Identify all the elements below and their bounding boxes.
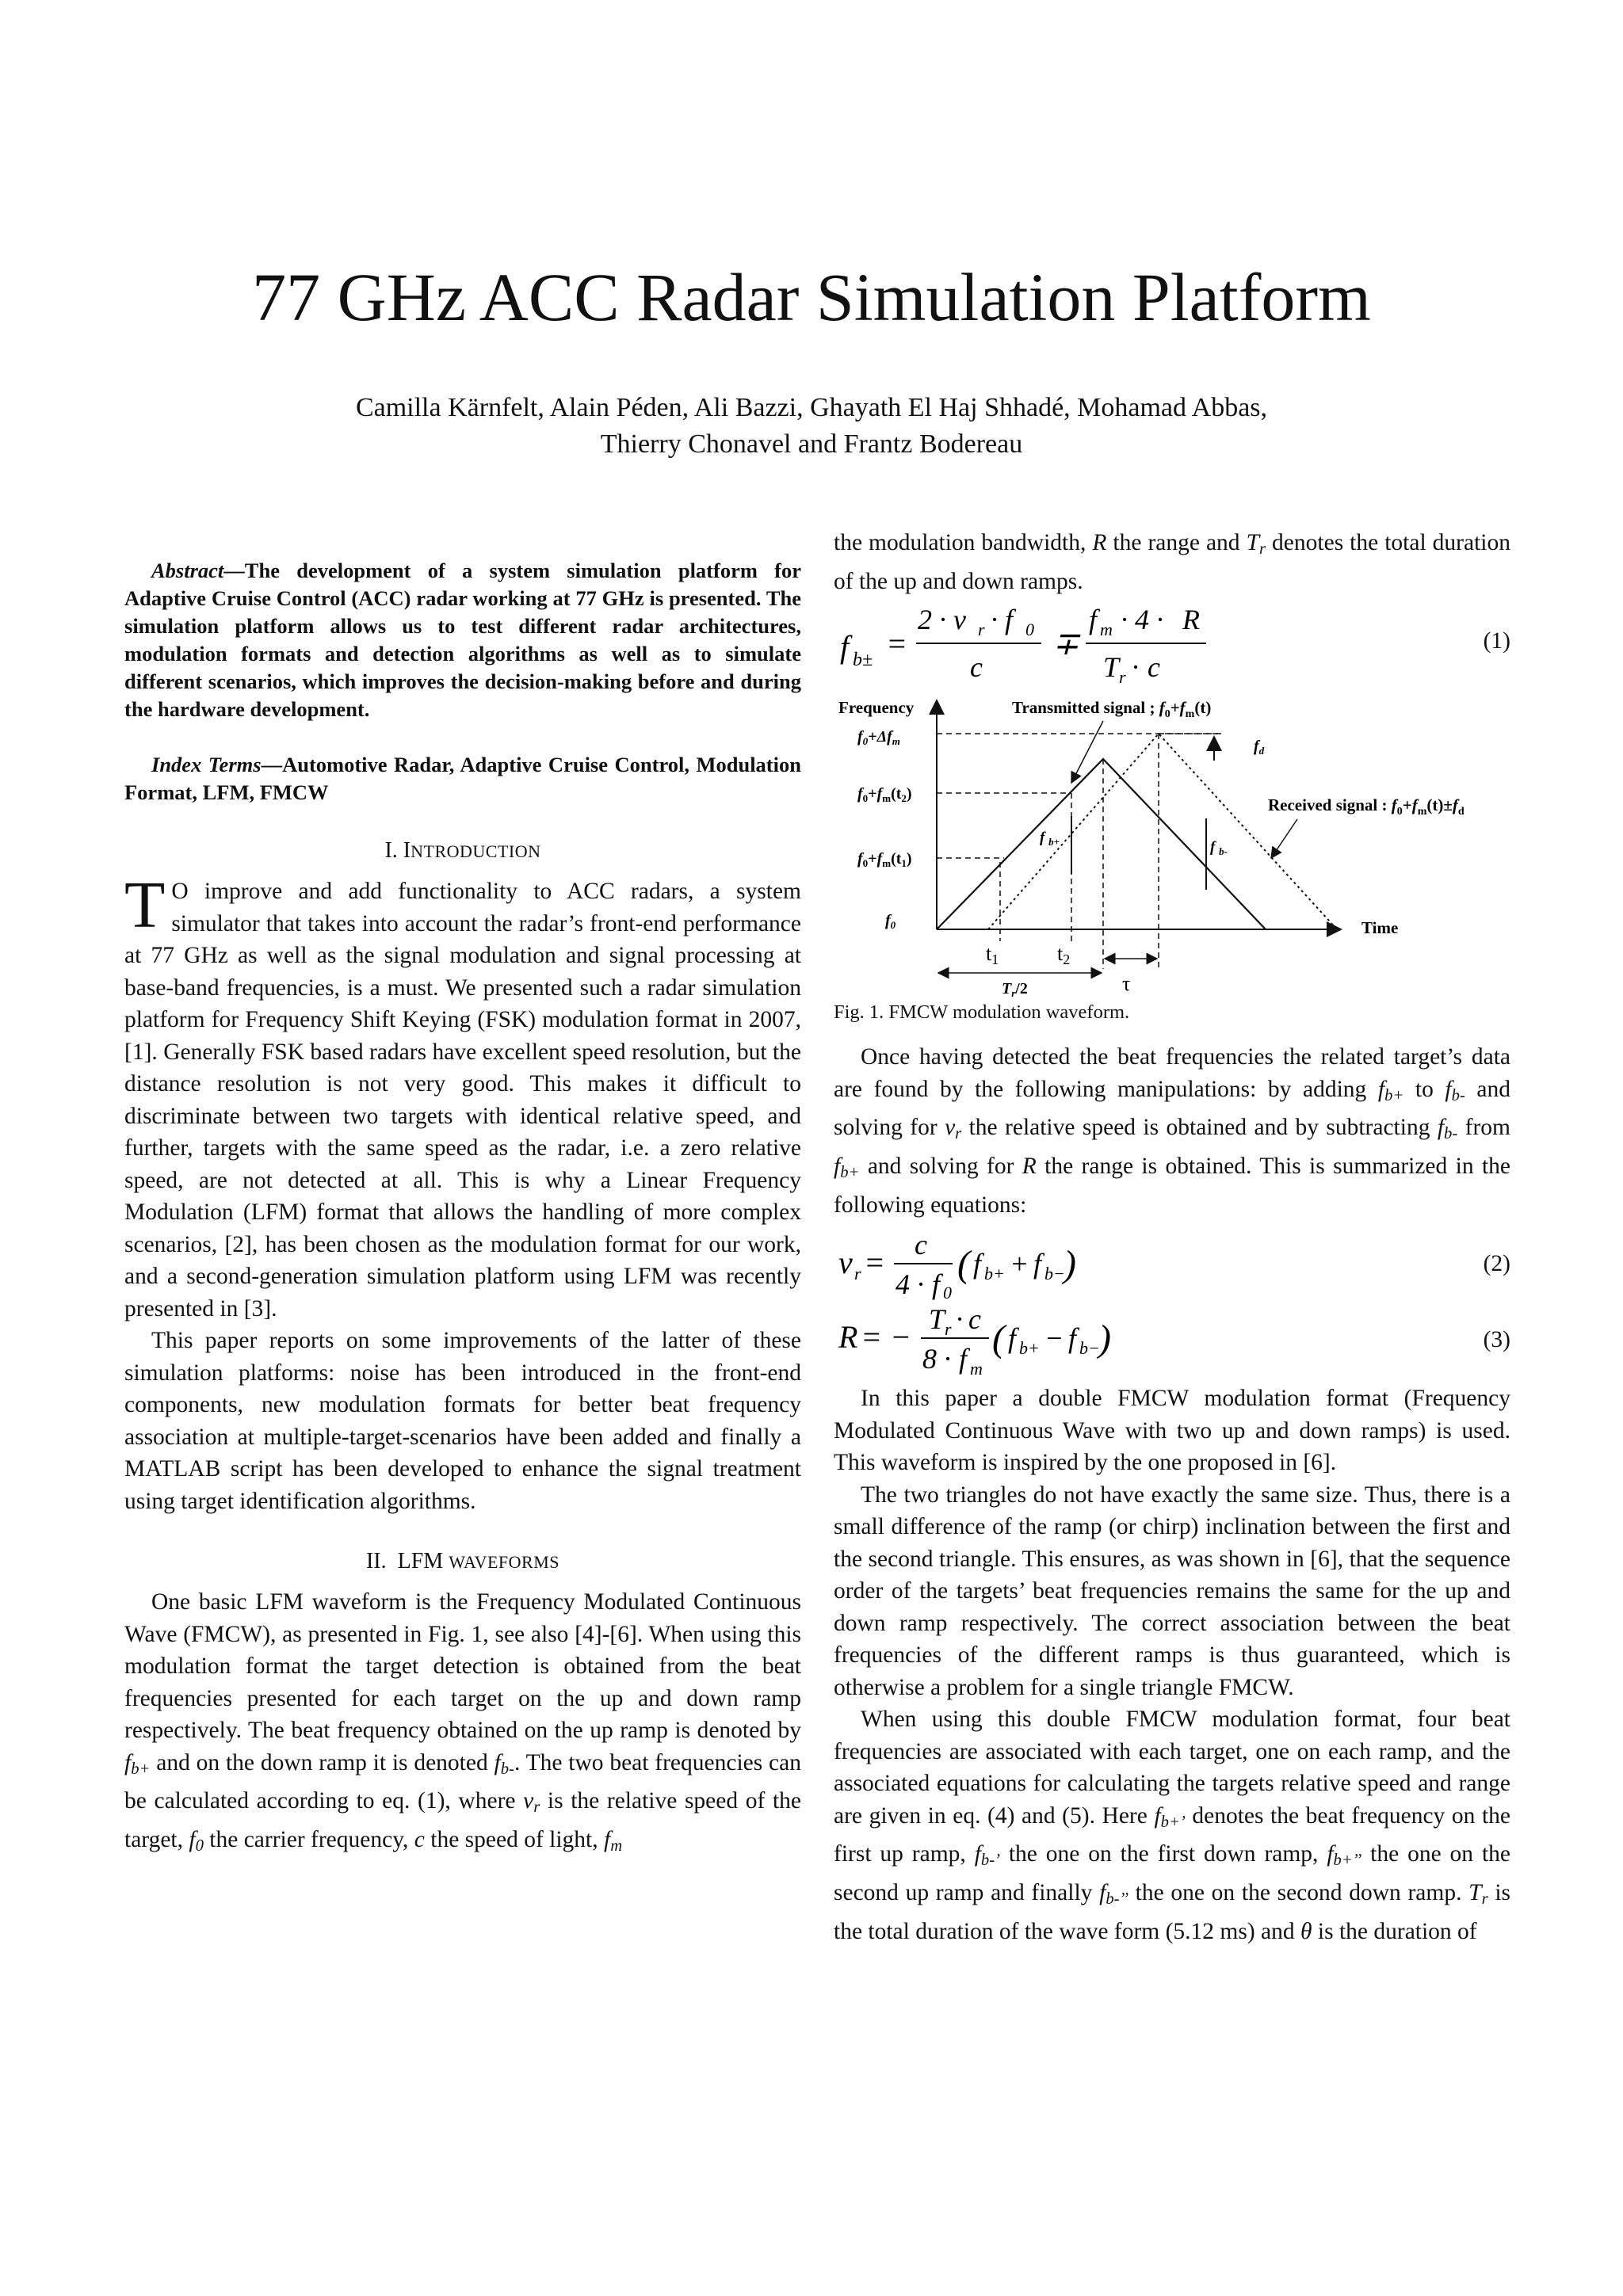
label-f0-fmt2: $f_0+f_m(t_2)$ <box>857 785 912 805</box>
fmcw-waveform-diagram <box>834 696 1510 997</box>
section-heading-introduction: I. INTRODUCTION <box>384 838 541 863</box>
paper-title: 77 GHz ACC Radar Simulation Platform <box>252 259 1371 335</box>
svg-text:(: ( <box>957 1243 970 1286</box>
bandwidth-paragraph: the modulation bandwidth, R the range and $T_r$ denotes the total duration of the up and down ramps. <box>834 530 1510 594</box>
svg-text:·: · <box>1132 651 1139 684</box>
index-terms-text: —Automotive Radar, Adaptive Cruise Control, Modulation Format, LFM, FMCW <box>124 753 801 804</box>
intro-paragraph-2: This paper reports on some improvements of the latter of these simulation platforms: noise has been introduced in the front-end components, new modulation formats for better beat frequency association at multiple-target-scenarios have been added and finally a MATLAB script has been developed to enhance the signal treatment using target identification algorithms. <box>124 1328 801 1514</box>
label-t2: t2 <box>1057 942 1071 968</box>
author-line-2: Thierry Chonavel and Frantz Bodereau <box>600 429 1023 459</box>
label-fb-minus: f $_{b-}$ <box>1210 839 1228 858</box>
label-f0-fmt1: $f_0+f_m(t_1)$ <box>857 850 912 870</box>
abstract-text: —The development of a system simulation platform for Adaptive Cruise Control (ACC) radar working at 77 GHz is presented. The simulation platform allows us to test different radar architectures, modulation formats and detection algorithms as well as to simulate different scenarios, which improves the decision-making before and during the hardware development. <box>124 559 801 721</box>
svg-text:−: − <box>1044 1322 1064 1355</box>
svg-text:· 4 ·: · 4 · <box>1121 604 1163 636</box>
svg-text:b−: b− <box>1044 1264 1065 1284</box>
x-axis-label: Time <box>1361 918 1399 938</box>
svg-text:v: v <box>838 1245 853 1281</box>
svg-text:f: f <box>840 629 850 666</box>
intro-paragraph-1: T O improve and add functionality to ACC radars, a system simulator that takes into account the radar’s front-end performance at 77 GHz as well as the signal modulation and signal processing at base-band frequencies, is a must. We presented such a radar simulation platform for Frequency Shift Keying (FSK) modulation format in 2007, [1]. Generally FSK based radars have excellent speed resolution, but the distance resolution is not very good. This makes it difficult to discriminate between two targets with identical relative speed, and further, targets with the same speed as the radar, i.e. a zero relative speed, are not detected at all. This is why a Linear Frequency Modulation (LFM) format that allows the handling of more complex scenarios, [2], has been chosen as the modulation format for our work, and a second-generation simulation platform using LFM was recently presented in [3]. <box>124 868 801 1322</box>
author-line-1: Camilla Kärnfelt, Alain Péden, Ali Bazzi, Ghayath El Haj Shhadé, Mohamad Abbas, <box>355 393 1268 422</box>
svg-text:c: c <box>1148 651 1160 684</box>
svg-text:=: = <box>864 1245 885 1281</box>
svg-text:∓: ∓ <box>1052 626 1079 662</box>
svg-text:): ) <box>1064 1243 1076 1286</box>
lfm-paragraph-1: One basic LFM waveform is the Frequency Modulated Continuous Wave (FMCW), as presented in Fig. 1, see also [4]-[6]. When using this modulation format the target detection is obtained from the beat frequencies presented for each target on the up and down ramp respectively. The beat frequency obtained on the up ramp is denoted by $f_{b+}$ and on the down ramp it is denoted $f_{b-}$. The two beat frequencies can be calculated according to eq. (1), where $v_r$ is the relative speed of the target, $f_0$ the carrier frequency, c the speed of light, $f_m$ <box>124 1589 801 1855</box>
section-heading-lfm-waveforms: II. LFM WAVEFORMS <box>365 1549 560 1573</box>
equation-3-formula <box>834 1300 1436 1379</box>
right-column <box>834 527 1510 1947</box>
svg-text:r: r <box>854 1264 861 1284</box>
label-tr2: $T_r/2$ <box>1002 980 1028 997</box>
svg-text:b+: b+ <box>1019 1338 1040 1359</box>
rx-label: Received signal : $f_0+f_m(t)\pm f_d$ <box>1268 795 1465 818</box>
svg-text:r: r <box>945 1319 952 1340</box>
svg-text:b±: b± <box>853 650 873 671</box>
svg-text:4 ·: 4 · <box>896 1268 924 1301</box>
y-axis-label: Frequency <box>838 698 915 718</box>
svg-text:f: f <box>1068 1322 1077 1355</box>
svg-text:r: r <box>978 620 985 640</box>
svg-text:2 · v: 2 · v <box>918 604 966 636</box>
equation-2-number: (2) <box>1483 1250 1510 1276</box>
svg-text:m: m <box>1100 620 1113 640</box>
four-beat-paragraph: When using this double FMCW modulation format, four beat frequencies are associated with each target, one on each ramp, and the associated equations for calculating the targets relative speed and range are given in eq. (4) and (5). Here $f_{b+’}$ denotes the beat frequency on the first up ramp, $f_{b-’}$ the one on the first down ramp, $f_{b+’’}$ the one on the second up ramp and finally $f_{b-’’}$ the one on the second down ramp. $T_r$ is the total duration of the wave form (5.12 ms) and θ is the duration of <box>834 1707 1510 1944</box>
svg-text:·: · <box>956 1303 963 1336</box>
svg-text:f: f <box>959 1343 968 1375</box>
svg-text:b−: b− <box>1079 1338 1100 1359</box>
drop-cap: T <box>124 868 166 942</box>
svg-text:m: m <box>970 1359 983 1379</box>
svg-text:0: 0 <box>1025 620 1034 640</box>
svg-text:f: f <box>1033 1248 1042 1280</box>
label-fd: $f_d$ <box>1254 738 1265 757</box>
svg-text:=: = <box>886 626 907 662</box>
index-terms-label: Index Terms <box>151 753 262 776</box>
beat-frequency-paragraph: Once having detected the beat frequencies the related target’s data are found by the following manipulations: by adding $f_{b+}$ to $f_{b-}$ and solving for $v_r$ the relative speed is obtained and by subtracting $f_{b-}$ from $f_{b+}$ and solving for R the range is obtained. This is summarized in the following equations: <box>834 1044 1510 1218</box>
figure-caption: Fig. 1. FMCW modulation waveform. <box>834 1001 1130 1024</box>
svg-text:· f: · f <box>991 604 1014 636</box>
double-fmcw-paragraph: In this paper a double FMCW modulation format (Frequency Modulated Continuous Wave with two up and down ramps) is used. This waveform is inspired by the one proposed in [6]. <box>834 1386 1510 1476</box>
svg-text:c: c <box>915 1229 927 1261</box>
svg-text:= −: = − <box>861 1319 911 1356</box>
svg-text:c: c <box>968 1303 981 1336</box>
svg-text:8 ·: 8 · <box>922 1343 951 1375</box>
svg-text:c: c <box>970 651 983 684</box>
svg-text:f: f <box>1008 1322 1017 1355</box>
equation-2-formula <box>834 1227 1436 1300</box>
tx-label: Transmitted signal ; $f_0+f_m(t)$ <box>1012 698 1212 721</box>
label-t1: t1 <box>986 942 999 968</box>
svg-text:f: f <box>932 1268 941 1301</box>
svg-text:T: T <box>1103 651 1120 684</box>
equation-3-number: (3) <box>1483 1326 1510 1352</box>
abstract-label: Abstract <box>151 559 224 582</box>
label-tau: τ <box>1122 972 1131 996</box>
left-column <box>124 527 801 1862</box>
figure-fmcw <box>834 696 1510 997</box>
svg-text:b+: b+ <box>984 1264 1005 1284</box>
svg-text:0: 0 <box>943 1283 952 1301</box>
abstract <box>124 557 801 723</box>
triangles-paragraph: The two triangles do not have exactly the same size. Thus, there is a small difference of the ramp (or chirp) inclination between the first and the second triangle. This ensures, as was shown in [6], that the sequence order of the targets’ beat frequencies remains the same for the up and down ramp respectively. The correct association between the beat frequencies of the different ramps is thus guaranteed, which is otherwise a problem for a single triangle FMCW. <box>834 1482 1510 1700</box>
label-fb-plus: f $_{b+}$ <box>1040 830 1060 849</box>
label-f0-dfm: $f_0+\Delta f_m$ <box>857 728 900 748</box>
svg-text:f: f <box>1089 604 1098 636</box>
svg-text:+: + <box>1010 1248 1029 1280</box>
equation-2 <box>834 1227 1510 1300</box>
label-f0: $f_0$ <box>885 912 896 932</box>
index-terms <box>124 751 801 807</box>
equation-1-number: (1) <box>1483 627 1510 654</box>
equation-1 <box>834 597 1510 685</box>
equation-3 <box>834 1300 1510 1379</box>
svg-text:R: R <box>838 1319 858 1356</box>
equation-1-formula <box>834 597 1436 685</box>
svg-text:): ) <box>1098 1318 1111 1360</box>
svg-text:R: R <box>1182 604 1200 636</box>
svg-text:(: ( <box>992 1318 1005 1360</box>
author-list <box>0 390 1623 463</box>
svg-text:f: f <box>973 1248 982 1280</box>
svg-text:T: T <box>929 1303 945 1336</box>
svg-text:r: r <box>1119 667 1126 685</box>
